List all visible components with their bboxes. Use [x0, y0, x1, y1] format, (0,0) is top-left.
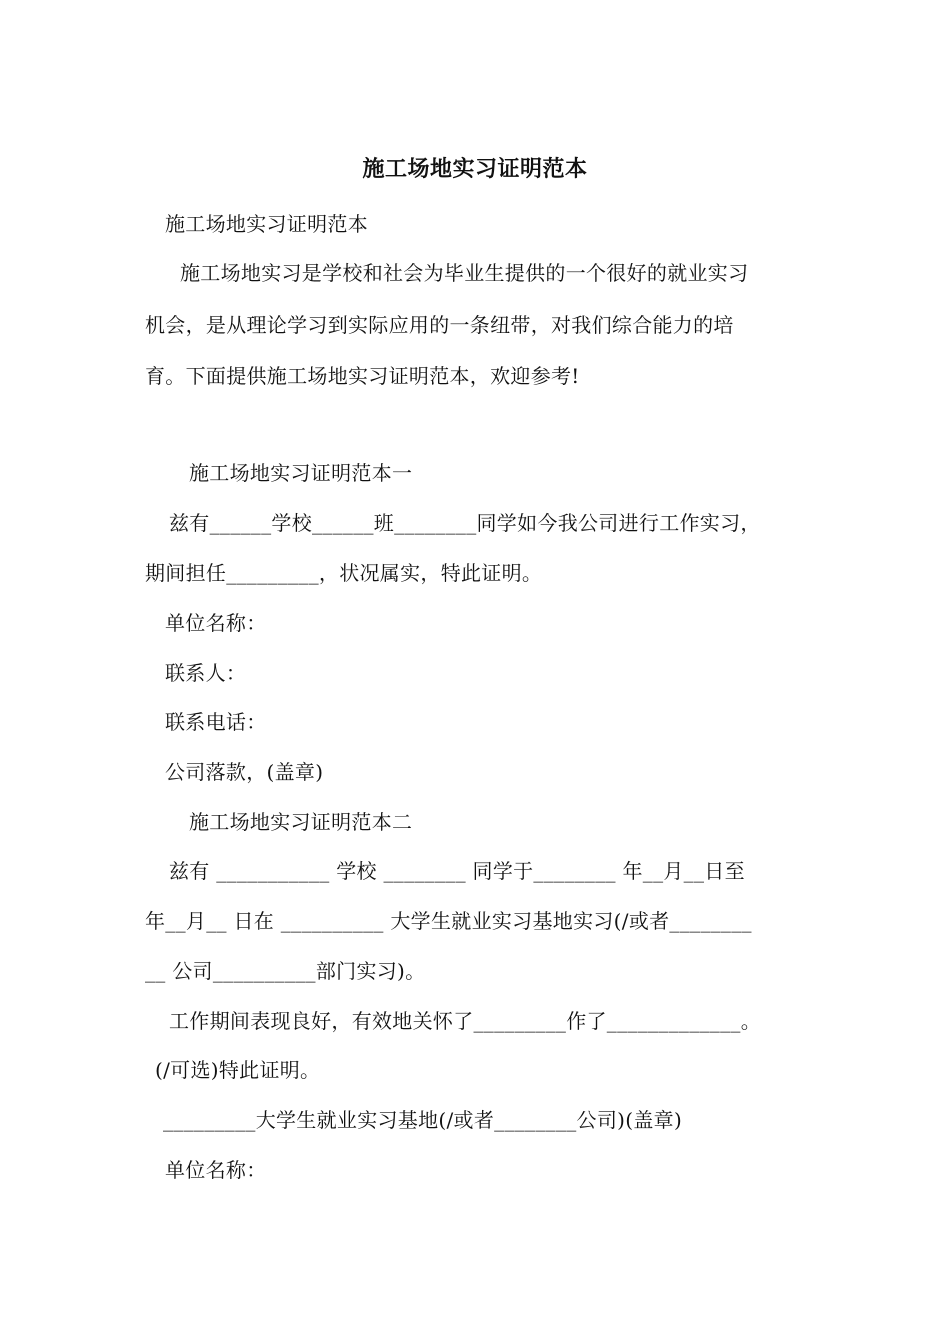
sample2-body-line-5: (/可选)特此证明。	[155, 1058, 321, 1082]
sample2-heading: 施工场地实习证明范本二	[189, 810, 413, 834]
sample2-body-line-4: 工作期间表现良好，有效地关怀了_________作了_____________。	[169, 1009, 761, 1033]
sample1-body-line-1: 兹有______学校______班________同学如今我公司进行工作实习，	[169, 511, 761, 535]
sample2-body-line-3: __ 公司__________部门实习)。	[145, 959, 426, 983]
sample2-body-line-2: 年__月__ 日在 __________ 大学生就业实习基地实习(/或者________	[145, 909, 752, 933]
sample1-field-phone: 联系电话：	[165, 710, 267, 734]
sample2-body-line-6: _________大学生就业实习基地(/或者________公司)(盖章)	[163, 1108, 683, 1132]
sample1-field-unit-name: 单位名称：	[165, 611, 267, 635]
document-title: 施工场地实习证明范本	[362, 156, 588, 182]
sample2-field-unit-name: 单位名称：	[165, 1158, 267, 1182]
intro-line-2: 机会，是从理论学习到实际应用的一条纽带，对我们综合能力的培	[145, 313, 734, 337]
sample1-body-line-2: 期间担任_________，状况属实，特此证明。	[145, 561, 543, 585]
intro-line-3: 育。下面提供施工场地实习证明范本，欢迎参考!	[145, 364, 580, 388]
sample1-heading: 施工场地实习证明范本一	[189, 461, 413, 485]
sample2-body-line-1: 兹有 ___________ 学校 ________ 同学于________ 年__月__日至	[169, 859, 745, 883]
sample1-field-signature: 公司落款，(盖章)	[165, 760, 324, 784]
intro-line-1: 施工场地实习是学校和社会为毕业生提供的一个很好的就业实习	[180, 261, 749, 285]
subtitle: 施工场地实习证明范本	[165, 212, 368, 236]
sample1-field-contact: 联系人：	[165, 661, 247, 685]
